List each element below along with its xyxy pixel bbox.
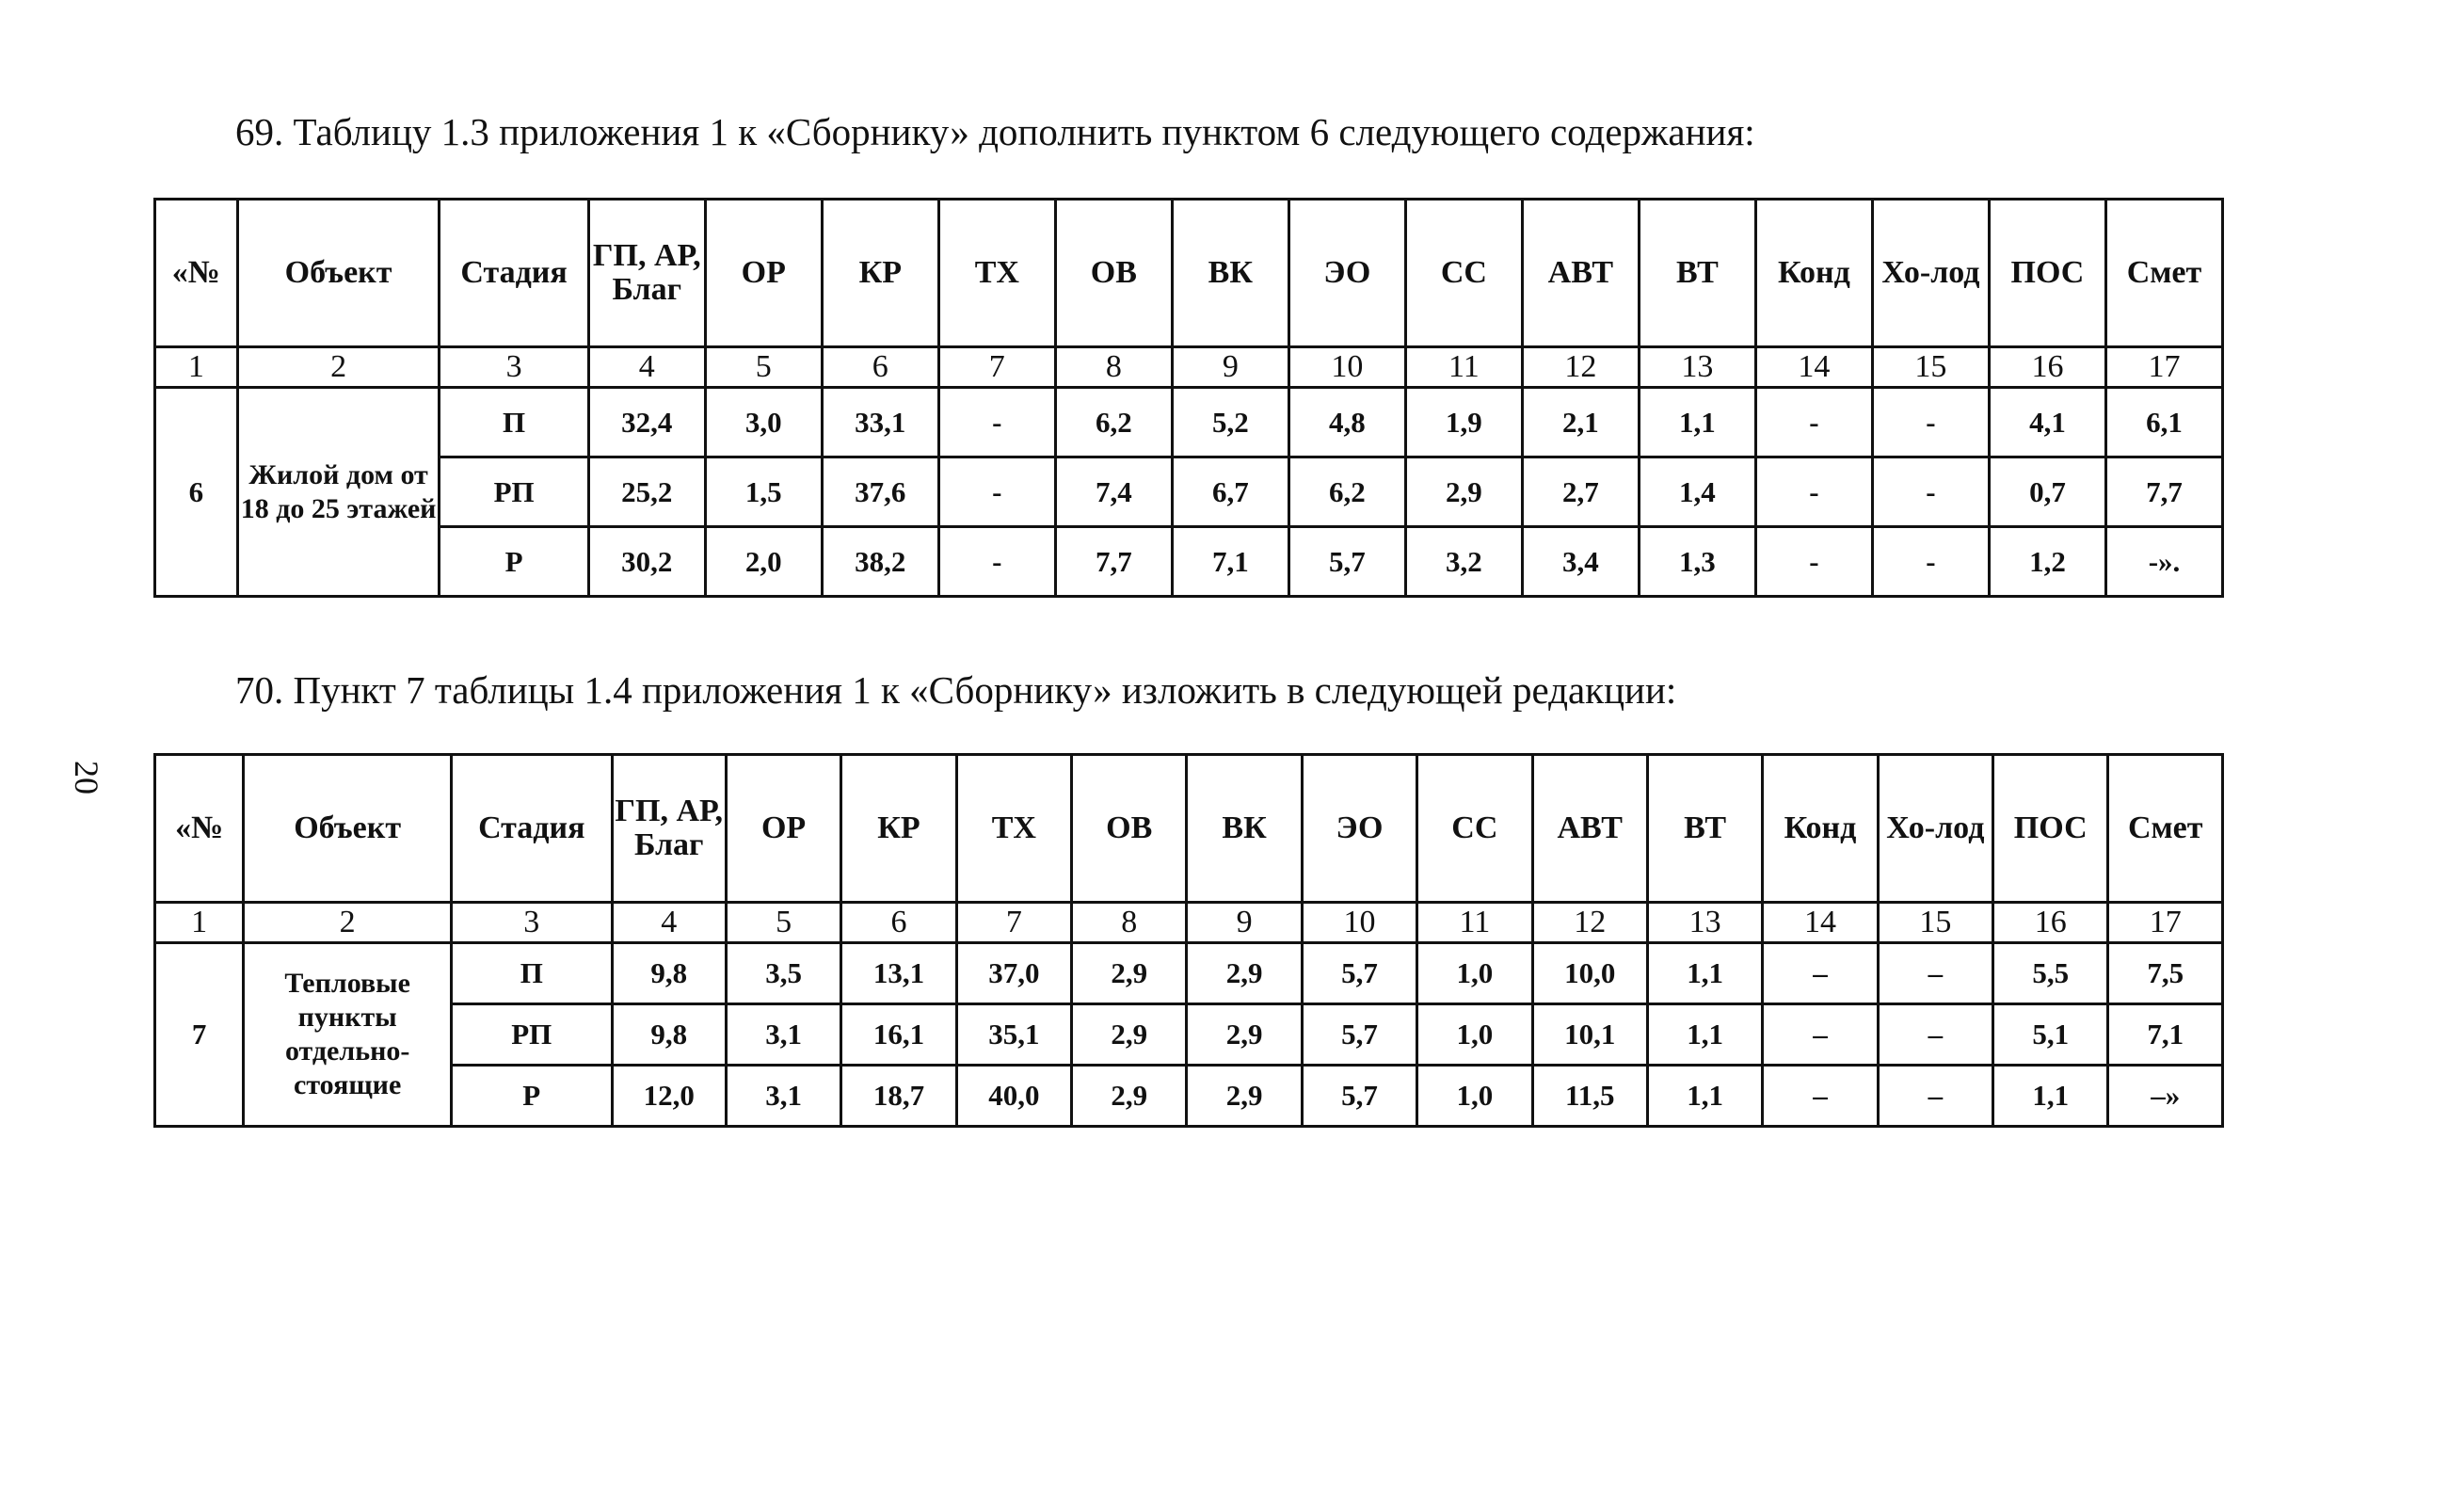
amendment-70-heading: 70. Пункт 7 таблицы 1.4 приложения 1 к «Сборнику» изложить в следующей редакции: <box>235 668 1677 712</box>
value-cell: 3,1 <box>726 1066 840 1127</box>
value-cell: 5,7 <box>1302 1004 1416 1066</box>
value-cell: 18,7 <box>841 1066 956 1127</box>
value-cell: 2,9 <box>1072 943 1187 1004</box>
column-header: АВТ <box>1532 755 1647 903</box>
value-cell: 2,9 <box>1405 457 1522 527</box>
value-cell: 12,0 <box>612 1066 726 1127</box>
value-cell: 5,5 <box>1993 943 2108 1004</box>
column-header: ПОС <box>1989 200 2105 347</box>
value-cell: - <box>1872 388 1989 457</box>
table-row <box>155 457 2223 527</box>
value-cell: 2,9 <box>1072 1004 1187 1066</box>
table-row <box>155 943 2223 1004</box>
value-cell: - <box>938 457 1055 527</box>
column-header: ВК <box>1187 755 1302 903</box>
value-cell: 13,1 <box>841 943 956 1004</box>
column-number: 10 <box>1288 347 1405 388</box>
value-cell: 3,5 <box>726 943 840 1004</box>
column-header: СС <box>1417 755 1532 903</box>
value-cell: - <box>1872 527 1989 597</box>
column-number: 8 <box>1072 903 1187 943</box>
header-row <box>155 200 2223 347</box>
value-cell: 9,8 <box>612 943 726 1004</box>
value-cell: 35,1 <box>956 1004 1071 1066</box>
row-number-cell: 7 <box>155 943 244 1127</box>
value-cell: 1,5 <box>705 457 822 527</box>
column-number: 14 <box>1763 903 1878 943</box>
column-number: 16 <box>1993 903 2108 943</box>
column-number: 2 <box>244 903 452 943</box>
column-header: Конд <box>1755 200 1872 347</box>
value-cell: – <box>1878 1004 1992 1066</box>
value-cell: 1,4 <box>1639 457 1755 527</box>
value-cell: 1,0 <box>1417 1004 1532 1066</box>
column-number: 8 <box>1055 347 1172 388</box>
table-row <box>155 388 2223 457</box>
object-cell: Тепловые пункты отдельно-стоящие <box>244 943 452 1127</box>
value-cell: 33,1 <box>822 388 938 457</box>
column-header: ТХ <box>938 200 1055 347</box>
value-cell: 5,7 <box>1302 943 1416 1004</box>
value-cell: 5,1 <box>1993 1004 2108 1066</box>
column-number: 12 <box>1532 903 1647 943</box>
stage-cell: РП <box>452 1004 613 1066</box>
column-header: Смет <box>2108 755 2223 903</box>
object-cell: Жилой дом от 18 до 25 этажей <box>237 388 440 597</box>
column-header: «№ <box>155 755 244 903</box>
column-header: ГП, АР, Благ <box>612 755 726 903</box>
value-cell: 37,6 <box>822 457 938 527</box>
value-cell: 0,7 <box>1989 457 2105 527</box>
column-number: 11 <box>1417 903 1532 943</box>
amendment-69-table <box>153 198 2224 598</box>
value-cell: 9,8 <box>612 1004 726 1066</box>
value-cell: 11,5 <box>1532 1066 1647 1127</box>
column-header: Смет <box>2105 200 2222 347</box>
value-cell: 7,1 <box>1172 527 1288 597</box>
column-number: 6 <box>841 903 956 943</box>
table-row <box>155 1004 2223 1066</box>
column-number: 6 <box>822 347 938 388</box>
column-number: 11 <box>1405 347 1522 388</box>
value-cell: 5,2 <box>1172 388 1288 457</box>
column-header: «№ <box>155 200 238 347</box>
value-cell: 6,7 <box>1172 457 1288 527</box>
column-header: ПОС <box>1993 755 2108 903</box>
value-cell: - <box>1755 388 1872 457</box>
column-header: ЭО <box>1302 755 1416 903</box>
column-number: 1 <box>155 347 238 388</box>
value-cell: 1,1 <box>1647 1066 1762 1127</box>
value-cell: 2,9 <box>1187 943 1302 1004</box>
column-header: ВК <box>1172 200 1288 347</box>
column-number: 4 <box>588 347 705 388</box>
column-header: Стадия <box>440 200 588 347</box>
page-number: 20 <box>68 761 105 794</box>
column-number: 17 <box>2105 347 2222 388</box>
value-cell: 1,1 <box>1647 943 1762 1004</box>
column-number-row <box>155 903 2223 943</box>
value-cell: 3,2 <box>1405 527 1522 597</box>
column-number: 12 <box>1522 347 1639 388</box>
value-cell: 7,1 <box>2108 1004 2223 1066</box>
value-cell: 2,9 <box>1187 1004 1302 1066</box>
column-number: 9 <box>1172 347 1288 388</box>
column-header: КР <box>822 200 938 347</box>
column-number: 10 <box>1302 903 1416 943</box>
value-cell: 1,1 <box>1639 388 1755 457</box>
column-header: ЭО <box>1288 200 1405 347</box>
stage-cell: П <box>452 943 613 1004</box>
value-cell: 2,9 <box>1187 1066 1302 1127</box>
column-header: Конд <box>1763 755 1878 903</box>
value-cell: -». <box>2105 527 2222 597</box>
table-row <box>155 1066 2223 1127</box>
column-number: 17 <box>2108 903 2223 943</box>
value-cell: 3,1 <box>726 1004 840 1066</box>
column-header: КР <box>841 755 956 903</box>
column-header: ОВ <box>1055 200 1172 347</box>
value-cell: – <box>1878 943 1992 1004</box>
value-cell: 10,1 <box>1532 1004 1647 1066</box>
column-header: АВТ <box>1522 200 1639 347</box>
value-cell: 1,0 <box>1417 1066 1532 1127</box>
column-number: 16 <box>1989 347 2105 388</box>
column-number: 2 <box>237 347 440 388</box>
value-cell: – <box>1878 1066 1992 1127</box>
value-cell: 6,1 <box>2105 388 2222 457</box>
column-number: 15 <box>1878 903 1992 943</box>
value-cell: 25,2 <box>588 457 705 527</box>
value-cell: - <box>1755 527 1872 597</box>
value-cell: - <box>938 388 1055 457</box>
column-number: 5 <box>705 347 822 388</box>
column-number: 14 <box>1755 347 1872 388</box>
row-number-cell: 6 <box>155 388 238 597</box>
value-cell: 7,7 <box>1055 527 1172 597</box>
column-number: 7 <box>938 347 1055 388</box>
value-cell: – <box>1763 1004 1878 1066</box>
column-header: ОР <box>726 755 840 903</box>
value-cell: 2,7 <box>1522 457 1639 527</box>
column-number: 7 <box>956 903 1071 943</box>
column-header: Объект <box>244 755 452 903</box>
value-cell: 40,0 <box>956 1066 1071 1127</box>
value-cell: 38,2 <box>822 527 938 597</box>
column-header: ОР <box>705 200 822 347</box>
header-row <box>155 755 2223 903</box>
value-cell: – <box>1763 943 1878 1004</box>
stage-cell: Р <box>452 1066 613 1127</box>
column-header: Стадия <box>452 755 613 903</box>
value-cell: 7,5 <box>2108 943 2223 1004</box>
value-cell: 2,9 <box>1072 1066 1187 1127</box>
value-cell: - <box>1872 457 1989 527</box>
value-cell: 16,1 <box>841 1004 956 1066</box>
column-header: ГП, АР, Благ <box>588 200 705 347</box>
column-header: ОВ <box>1072 755 1187 903</box>
value-cell: 30,2 <box>588 527 705 597</box>
column-number: 9 <box>1187 903 1302 943</box>
value-cell: 10,0 <box>1532 943 1647 1004</box>
table-row <box>155 527 2223 597</box>
column-number: 3 <box>452 903 613 943</box>
column-number-row <box>155 347 2223 388</box>
stage-cell: П <box>440 388 588 457</box>
value-cell: 3,0 <box>705 388 822 457</box>
column-header: ВТ <box>1647 755 1762 903</box>
value-cell: 1,2 <box>1989 527 2105 597</box>
value-cell: 6,2 <box>1055 388 1172 457</box>
value-cell: 6,2 <box>1288 457 1405 527</box>
value-cell: 7,4 <box>1055 457 1172 527</box>
column-number: 4 <box>612 903 726 943</box>
column-header: Хо-лод <box>1878 755 1992 903</box>
value-cell: 7,7 <box>2105 457 2222 527</box>
value-cell: 5,7 <box>1288 527 1405 597</box>
value-cell: 37,0 <box>956 943 1071 1004</box>
value-cell: 1,0 <box>1417 943 1532 1004</box>
value-cell: 1,3 <box>1639 527 1755 597</box>
value-cell: 4,8 <box>1288 388 1405 457</box>
column-header: Объект <box>237 200 440 347</box>
column-header: СС <box>1405 200 1522 347</box>
column-number: 3 <box>440 347 588 388</box>
amendment-69-heading: 69. Таблицу 1.3 приложения 1 к «Сборнику» дополнить пунктом 6 следующего содержания: <box>235 110 1755 153</box>
value-cell: 1,1 <box>1993 1066 2108 1127</box>
stage-cell: РП <box>440 457 588 527</box>
column-number: 15 <box>1872 347 1989 388</box>
value-cell: 3,4 <box>1522 527 1639 597</box>
amendment-70-table <box>153 753 2224 1128</box>
column-number: 1 <box>155 903 244 943</box>
value-cell: –» <box>2108 1066 2223 1127</box>
column-number: 13 <box>1639 347 1755 388</box>
column-header: Хо-лод <box>1872 200 1989 347</box>
value-cell: 4,1 <box>1989 388 2105 457</box>
value-cell: 2,0 <box>705 527 822 597</box>
column-header: ВТ <box>1639 200 1755 347</box>
value-cell: 1,1 <box>1647 1004 1762 1066</box>
stage-cell: Р <box>440 527 588 597</box>
value-cell: 2,1 <box>1522 388 1639 457</box>
column-number: 5 <box>726 903 840 943</box>
value-cell: – <box>1763 1066 1878 1127</box>
value-cell: 32,4 <box>588 388 705 457</box>
value-cell: 1,9 <box>1405 388 1522 457</box>
column-header: ТХ <box>956 755 1071 903</box>
column-number: 13 <box>1647 903 1762 943</box>
value-cell: 5,7 <box>1302 1066 1416 1127</box>
value-cell: - <box>938 527 1055 597</box>
value-cell: - <box>1755 457 1872 527</box>
